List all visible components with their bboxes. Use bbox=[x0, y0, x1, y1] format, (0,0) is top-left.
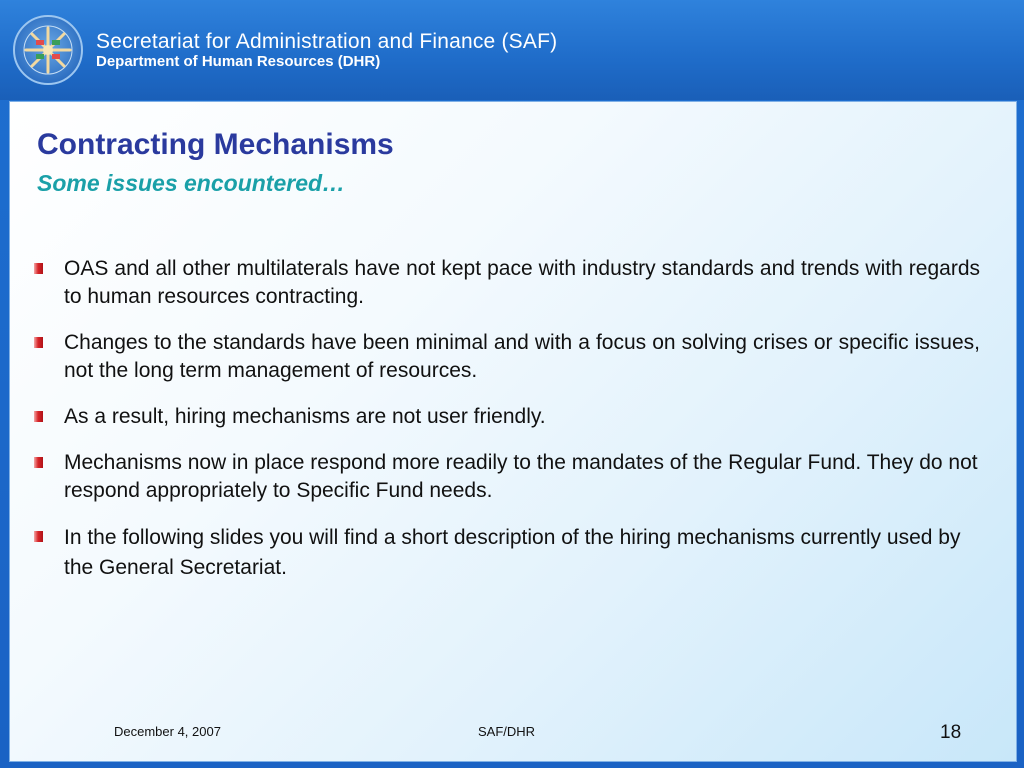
footer-date: December 4, 2007 bbox=[114, 724, 221, 739]
bullet-text: In the following slides you will find a short description of the hiring mechanisms currently used by the General Secretariat. bbox=[64, 526, 961, 579]
bullet-list bbox=[34, 255, 980, 601]
bullet-text: OAS and all other multilaterals have not kept pace with industry standards and trends with regards to human resources contracting. bbox=[64, 257, 980, 308]
page-number: 18 bbox=[940, 722, 962, 743]
slide-subtitle: Some issues encountered… bbox=[37, 170, 346, 196]
department-title: Department of Human Resources (DHR) bbox=[96, 53, 381, 70]
slide-title: Contracting Mechanisms bbox=[37, 128, 394, 161]
bullet-marker-icon bbox=[34, 337, 43, 348]
bullet-text: Mechanisms now in place respond more readily to the mandates of the Regular Fund. They do not respond appropriately to Specific Fund needs. bbox=[64, 451, 978, 502]
bullet-text: As a result, hiring mechanisms are not user friendly. bbox=[64, 405, 546, 428]
organization-title: Secretariat for Administration and Finance (SAF) bbox=[96, 30, 558, 53]
bullet-item bbox=[34, 523, 980, 583]
bullet-text: Changes to the standards have been minimal and with a focus on solving crises or specific issues, not the long term management of resources. bbox=[64, 331, 980, 382]
bullet-marker-icon bbox=[34, 531, 43, 542]
bullet-item bbox=[34, 329, 980, 385]
bullet-item bbox=[34, 255, 980, 311]
footer-department: SAF/DHR bbox=[478, 724, 536, 739]
bullet-marker-icon bbox=[34, 263, 43, 274]
bullet-marker-icon bbox=[34, 457, 43, 468]
bullet-item bbox=[34, 449, 980, 505]
oas-seal-icon bbox=[12, 14, 84, 86]
bullet-marker-icon bbox=[34, 411, 43, 422]
slide-header bbox=[0, 0, 1024, 100]
bullet-item bbox=[34, 403, 980, 431]
